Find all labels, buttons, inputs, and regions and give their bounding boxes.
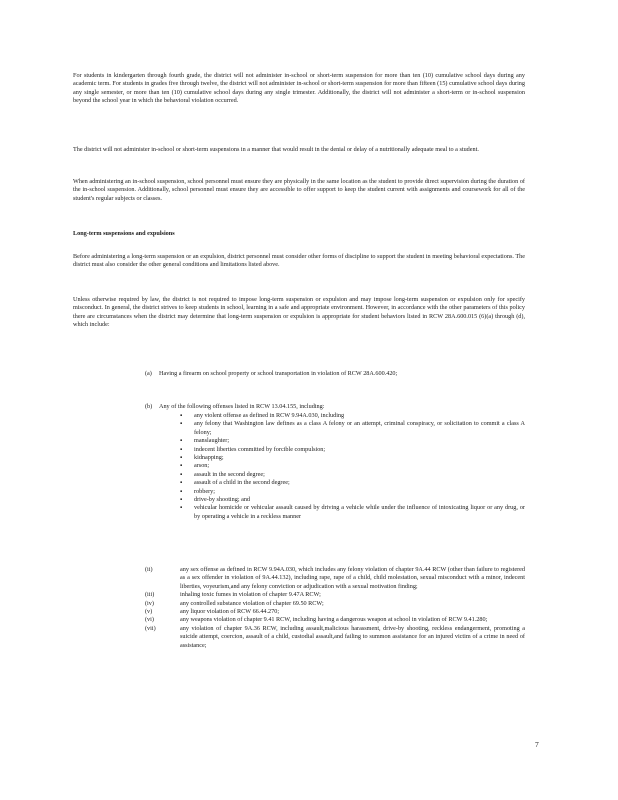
bullet-icon: ▪ — [180, 420, 183, 428]
list-item: ▪ arson; — [180, 462, 210, 470]
list-item: ▪ assault in the second degree; — [180, 470, 265, 478]
list-text-a: Having a firearm on school property or school transportation in violation of RCW 28A.600.420; — [159, 370, 398, 377]
bullet-icon: ▪ — [180, 504, 183, 512]
list-item: ▪ drive-by shooting; and — [180, 496, 251, 504]
list-item-a — [145, 370, 525, 387]
paragraph-before-administering: Before administering a long-term suspension or an expulsion, district personnel must consider other forms of discipline to support the student in meeting behavioral expectations. The district must also consider the other general conditions and limitations listed above. — [73, 253, 525, 269]
list-item: ▪ any violent offense as defined in RCW 9.94A.030, including — [180, 412, 345, 419]
list-item-v: (v) any liquor violation of RCW 66.44.270; — [145, 608, 280, 616]
bullet-icon: ▪ — [180, 496, 183, 504]
list-item: ▪ assault of a child in the second degree; — [180, 479, 290, 487]
list-item: ▪ robbery; — [180, 487, 215, 495]
list-marker-a: (a) — [145, 370, 152, 377]
bullet-icon: ▪ — [180, 462, 183, 470]
list-item: ▪ manslaughter; — [180, 437, 230, 445]
violent-offense-list — [180, 412, 525, 521]
page-number: 7 — [535, 740, 539, 749]
bullet-icon: ▪ — [180, 437, 183, 445]
paragraph-nutrition: The district will not administer in-school or short-term suspensions in a manner that would result in the denial or delay of a nutritionally adequate meal to a student. — [73, 146, 479, 153]
bullet-icon: ▪ — [180, 479, 183, 487]
bullet-icon: ▪ — [180, 470, 183, 478]
list-item-vi: (vi) any weapons violation of chapter 9.41 RCW, including having a dangerous weapon at school in violation of RCW 9.41.280; — [145, 616, 488, 624]
paragraph-in-school-supervision: When administering an in-school suspension, school personnel must ensure they are physically in the same location as the student to provide direct supervision during the duration of the in-school suspension. Additionally, school personnel must ensure they are accessible to offer support to keep the student current with assignments and coursework for all of the student's regular subjects or classes. — [73, 178, 525, 202]
list-item: ▪ any felony that Washington law defines as a class A felony or an attempt, criminal conspiracy, or solicitation to commit a class A felony; — [180, 420, 525, 436]
roman-numeral-list — [145, 566, 525, 650]
paragraph-suspension-limits: For students in kindergarten through fourth grade, the district will not administer in-school or short-term suspension for more than ten (10) cumulative school days during any academic term. For students in grades five through twelve, the district will not administer in-school or short-term suspension for more than fifteen (15) cumulative school days during any single semester, or more than ten (10) cumulative school days during any single trimester. Additionally, the district will not administer a short-term or in-school suspension beyond the school year in which the behavioral violation occurred. — [73, 72, 525, 105]
section-heading: Long-term suspensions and expulsions — [73, 230, 175, 237]
bullet-icon: ▪ — [180, 412, 183, 419]
list-item: ▪ kidnapping; — [180, 454, 224, 462]
bullet-icon: ▪ — [180, 487, 183, 495]
list-item-ii: (ii) any sex offense as defined in RCW 9.94A.030, which includes any felony violation of chapter 9A.44 RCW (other than failure to registered as a sex offender in violation of 9A.44.132), including rape, rape of a child, child molestation, sexual misconduct with a minor, indecent liberties, voyeurism,and any felony conviction or adjudication with a sexual motivation finding; — [145, 566, 525, 590]
list-item-b — [145, 403, 525, 412]
paragraph-unless-required: Unless otherwise required by law, the district is not required to impose long-term suspension or expulsion and may impose long-term suspension or expulsion only for specify misconduct. In general, the district strives to keep students in school, learning in a safe and appropriate environment. However, in accordance with the other parameters of this policy there are circumstances when the district may determine that long-term suspension or expulsion is appropriate for student behaviors listed in RCW 28A.600.015 (6)(a) through (d), which include: — [73, 296, 525, 329]
list-item-vii: (vii) any violation of chapter 9A.36 RCW, including assault,malicious harassment, drive-by shooting, reckless endangerment, promoting a suicide attempt, coercion, assault of a child, custodial assault,and failing to summon assistance for an injured victim of a crime in need of assistance; — [145, 624, 525, 649]
list-item: ▪ indecent liberties committed by forcible compulsion; — [180, 445, 326, 453]
list-item-iv: (iv) any controlled substance violation of chapter 69.50 RCW; — [145, 599, 324, 607]
list-text-b: Any of the following offenses listed in RCW 13.04.155, including: — [159, 403, 325, 410]
bullet-icon: ▪ — [180, 445, 183, 453]
list-item-iii: (iii) inhaling toxic fumes in violation of chapter 9.47A RCW; — [145, 591, 321, 599]
list-marker-b: (b) — [145, 403, 153, 410]
list-item: ▪ vehicular homicide or vehicular assault caused by driving a vehicle while under the influence of intoxicating liquor or any drug, or by operating a vehicle in a reckless manner — [180, 504, 525, 520]
bullet-icon: ▪ — [180, 454, 183, 462]
